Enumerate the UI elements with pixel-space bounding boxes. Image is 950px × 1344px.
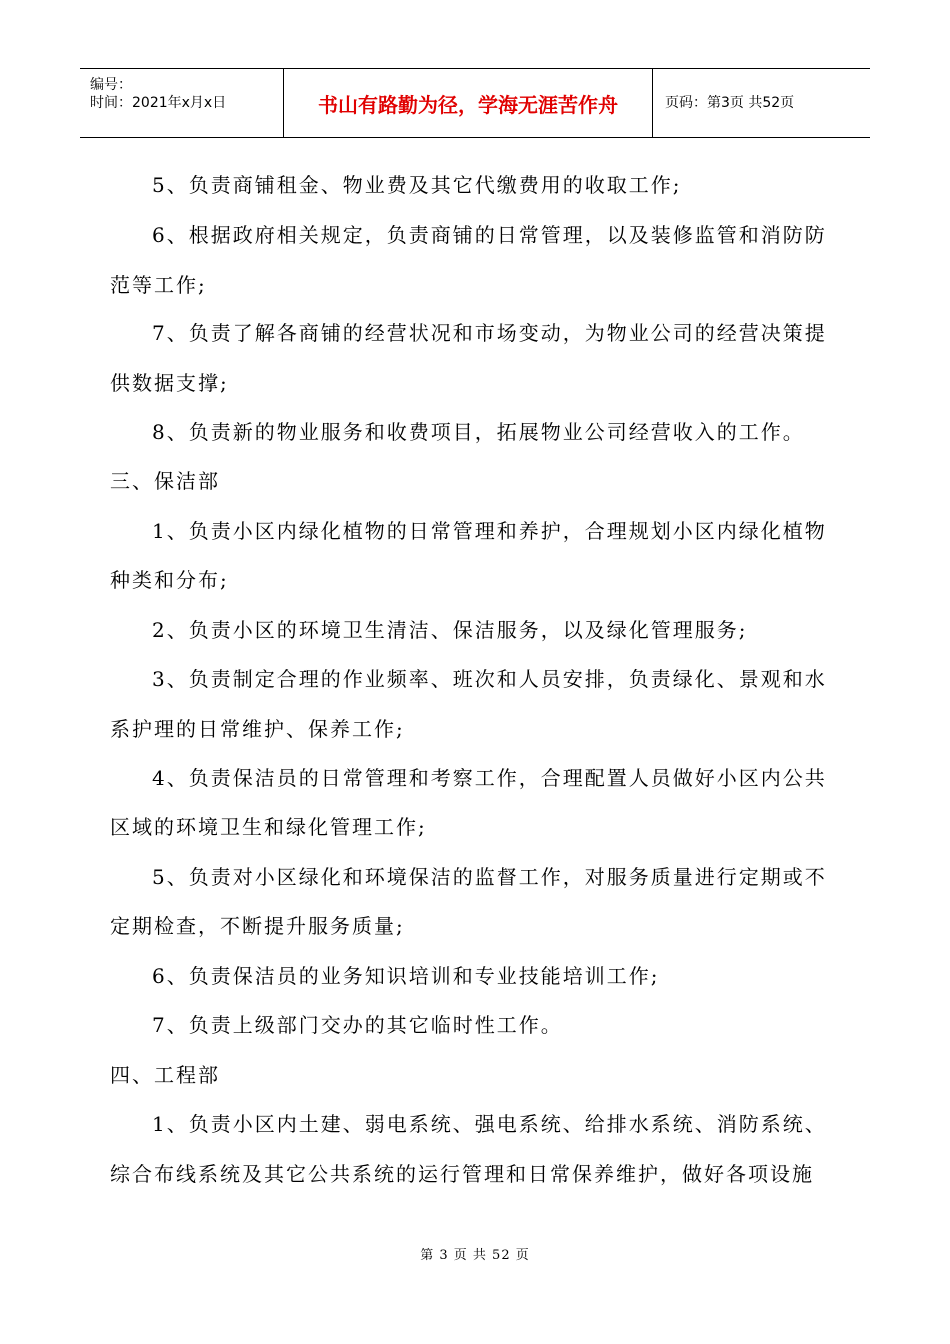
body-line: 6、负责保洁员的业务知识培训和专业技能培训工作; [152,964,660,988]
body-line: 区域的环境卫生和绿化管理工作; [110,815,427,839]
page-footer: 第 3 页 共 52 页 [420,1248,530,1263]
body-line: 综合布线系统及其它公共系统的运行管理和日常保养维护，做好各项设施 [110,1162,814,1186]
body-line: 供数据支撑; [110,371,229,395]
body-line: 5、负责商铺租金、物业费及其它代缴费用的收取工作; [152,173,682,197]
page-header [80,68,870,138]
body-line: 4、负责保洁员的日常管理和考察工作，合理配置人员做好小区内公共 [152,766,827,790]
body-line: 3、负责制定合理的作业频率、班次和人员安排，负责绿化、景观和水 [152,667,827,691]
body-line: 1、负责小区内绿化植物的日常管理和养护，合理规划小区内绿化植物 [152,519,827,543]
body-line: 1、负责小区内土建、弱电系统、强电系统、给排水系统、消防系统、 [152,1112,827,1136]
header-motto: 书山有路勤为径，学海无涯苦作舟 [318,93,618,117]
body-line: 7、负责上级部门交办的其它临时性工作。 [152,1013,563,1037]
body-line: 5、负责对小区绿化和环境保洁的监督工作，对服务质量进行定期或不 [152,865,827,889]
body-line: 6、根据政府相关规定，负责商铺的日常管理，以及装修监管和消防防 [152,223,827,247]
header-motto-cell [284,69,653,137]
body-line: 2、负责小区的环境卫生清洁、保洁服务，以及绿化管理服务; [152,618,748,642]
header-meta-cell [80,69,284,137]
section-heading: 三、保洁部 [110,469,220,493]
body-line: 7、负责了解各商铺的经营状况和市场变动，为物业公司的经营决策提 [152,321,827,345]
document-time-label: 时间：2021年x月x日 [90,95,227,111]
body-line: 种类和分布; [110,568,229,592]
header-page-cell [653,69,870,137]
body-line: 定期检查，不断提升服务质量; [110,914,405,938]
body-line: 范等工作; [110,273,207,297]
header-page-info: 页码：第3页 共52页 [665,95,795,111]
body-line: 8、负责新的物业服务和收费项目，拓展物业公司经营收入的工作。 [152,420,805,444]
section-heading: 四、工程部 [110,1063,220,1087]
body-line: 系护理的日常维护、保养工作; [110,717,405,741]
document-number-label: 编号： [90,77,132,93]
